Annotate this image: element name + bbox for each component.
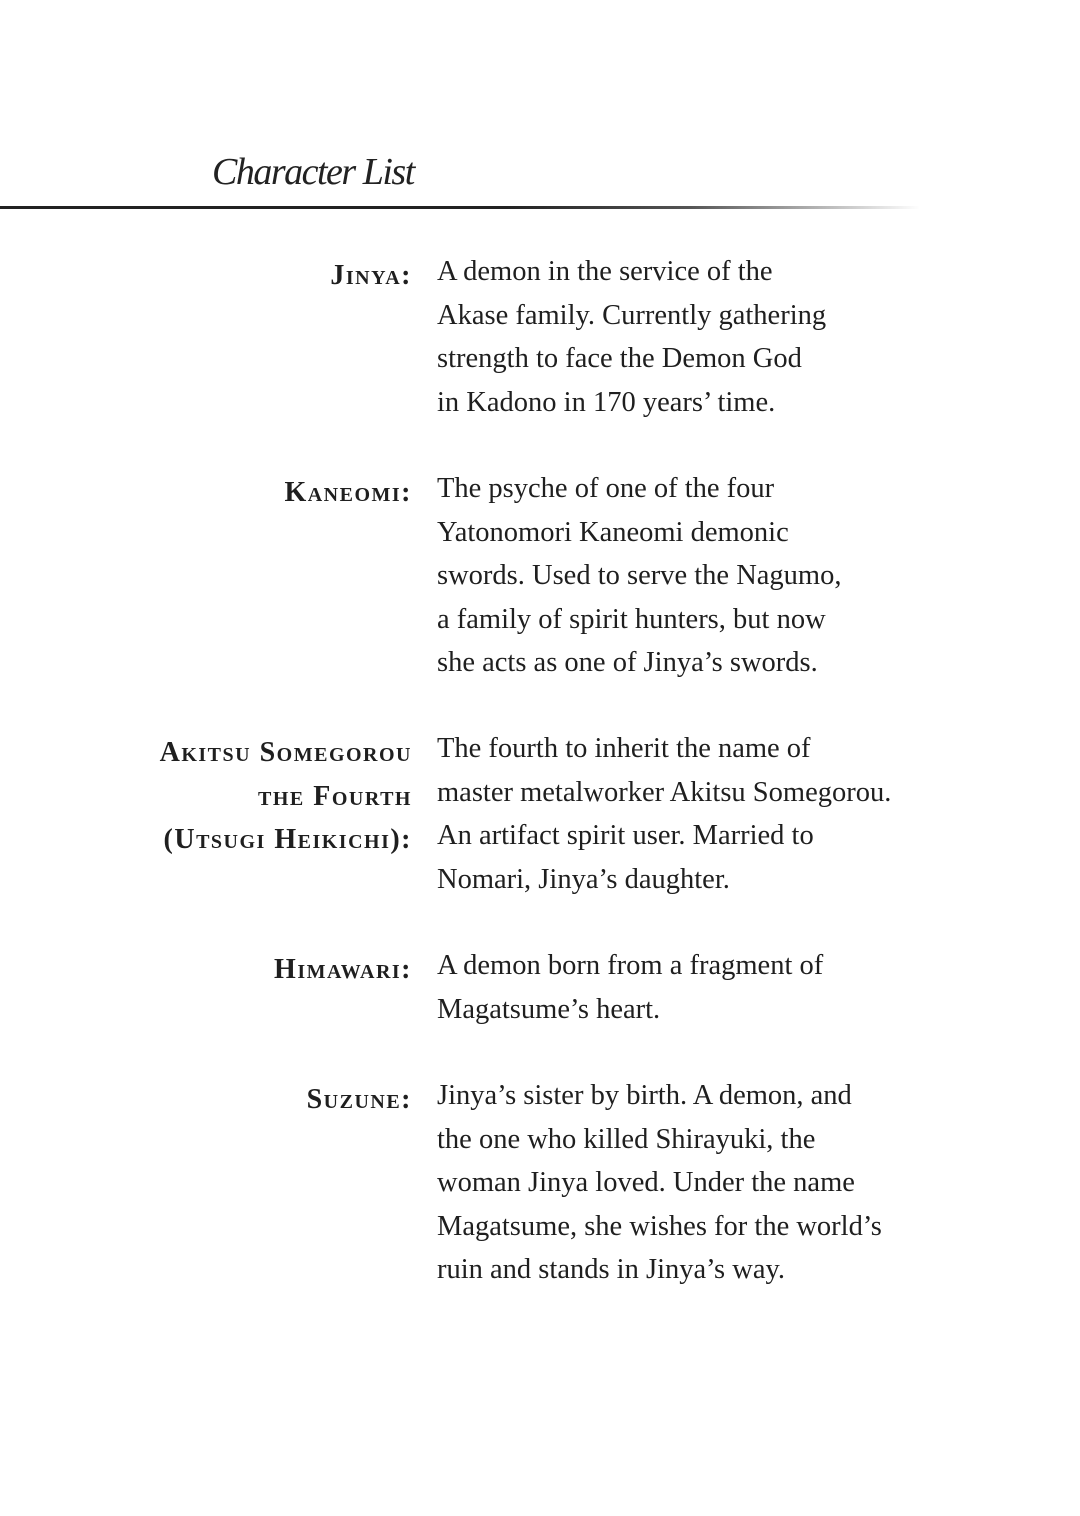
- description-line: An artifact spirit user. Married to: [437, 820, 814, 851]
- character-name-line: the Fourth: [258, 780, 412, 812]
- character-description: [437, 727, 907, 901]
- character-name-line: Akitsu Somegorou: [159, 737, 412, 768]
- description-line: Magatsume, she wishes for the world’s: [437, 1210, 882, 1242]
- description-line: Akase family. Currently gathering: [437, 299, 827, 331]
- character-description: [437, 250, 907, 424]
- character-description: [437, 1074, 907, 1292]
- character-name-line: (Utsugi Heikichi):: [163, 824, 412, 855]
- description-line: The fourth to inherit the name of: [437, 733, 811, 764]
- description-line: ruin and stands in Jinya’s way.: [437, 1254, 786, 1285]
- character-name-line: Jinya:: [330, 260, 412, 291]
- page-title: Character List: [212, 151, 414, 193]
- character-description: [437, 944, 907, 1031]
- description-line: Jinya’s sister by birth. A demon, and: [437, 1080, 852, 1111]
- character-name: [274, 948, 412, 992]
- title-divider: [0, 206, 920, 209]
- description-line: in Kadono in 170 years’ time.: [437, 386, 776, 418]
- description-line: Magatsume’s heart.: [437, 993, 661, 1025]
- description-line: master metalworker Akitsu Somegorou.: [437, 776, 892, 808]
- description-line: strength to face the Demon God: [437, 343, 802, 374]
- description-line: swords. Used to serve the Nagumo,: [437, 560, 842, 591]
- description-line: Nomari, Jinya’s daughter.: [437, 863, 730, 895]
- character-description: [437, 467, 907, 685]
- character-name-line: Suzune:: [306, 1084, 412, 1115]
- character-name: [160, 731, 412, 862]
- description-line: the one who killed Shirayuki, the: [437, 1123, 816, 1155]
- description-line: a family of spirit hunters, but now: [437, 603, 826, 635]
- character-name-line: Himawari:: [274, 954, 412, 985]
- character-name: [330, 254, 412, 298]
- description-line: The psyche of one of the four: [437, 473, 775, 504]
- description-line: A demon born from a fragment of: [437, 950, 824, 981]
- description-line: A demon in the service of the: [437, 256, 773, 287]
- character-name: [284, 471, 412, 515]
- character-name: [307, 1078, 412, 1122]
- description-line: woman Jinya loved. Under the name: [437, 1167, 855, 1198]
- character-name-line: Kaneomi:: [284, 477, 412, 508]
- description-line: she acts as one of Jinya’s swords.: [437, 647, 818, 678]
- description-line: Yatonomori Kaneomi demonic: [437, 516, 789, 548]
